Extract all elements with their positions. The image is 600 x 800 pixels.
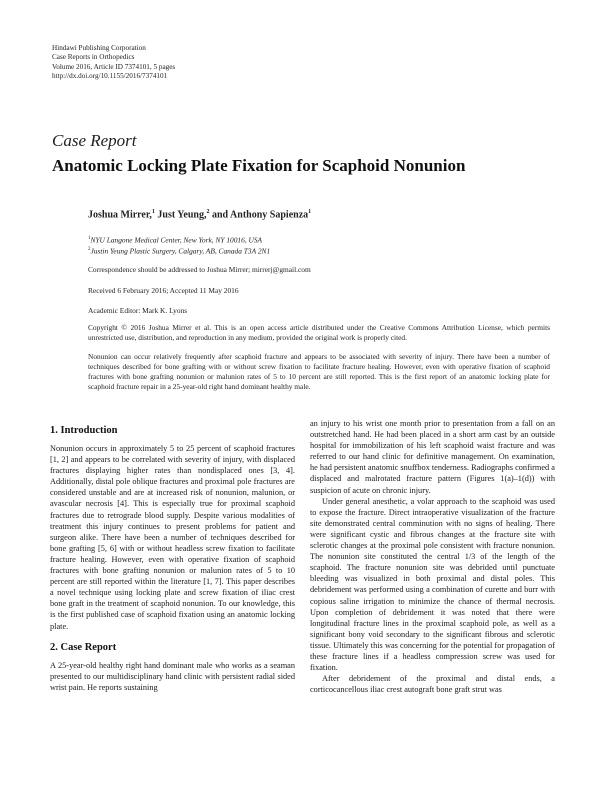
case-paragraph-graft: After debridement of the proximal and distal ends, a corticocancellous iliac crest autograft bone graft strut was (310, 674, 555, 695)
abstract: Nonunion can occur relatively frequently after scaphoid fracture and appears to be associated with severity of injury. There have been a number of techniques described for bone grafting with or without screw fixation to facilitate fracture healing. However, even with operative fixation of scaphoid fractures with bone grafting nonunion or malunion rates of 5 to 10 percent are still reported. This is the first report of an anatomic locking plate for scaphoid fracture repair in a 25-year-old right hand dominant healthy male. (88, 352, 550, 391)
case-paragraph-cont: an injury to his wrist one month prior to presentation from a fall on an outstretched hand. He had been placed in a short arm cast by an outside hospital for immobilization of his left scaphoid waist fracture and was referred to our hand clinic for definitive management. On examination, he had persistent anatomic snuffbox tenderness. Radiographs confirmed a displaced and malrotated fracture pattern (Figures 1(a)–1(d)) with suspicion of acute on chronic injury. (310, 419, 555, 495)
case-paragraph: A 25-year-old healthy right hand dominant male who works as a seaman presented to our multidisciplinary hand clinic with persistent radial sided wrist pain. He reports sustaining (50, 660, 295, 692)
intro-paragraph: Nonunion occurs in approximately 5 to 25 percent of scaphoid fractures [1, 2] and appears to be correlated with severity of injury, with displaced fractures displaying higher rates than nondisplaced ones [3, 4]. Additionally, distal pole oblique fractures and proximal pole fractures are considered unstable and are at increased risk of nonunion, malunion, or avascular necrosis [4]. This is especially true for proximal scaphoid fractures due to retrograde blood supply. Despite various modalities of treatment this injury continues to present problems for patient and surgeon alike. There have been a number of techniques described for bone grafting [5, 6] with or without headless screw fixation to facilitate fracture healing. However, even with operative fixation of scaphoid fractures with bone grafting nonunion or malunion rates of 5 to 10 percent are still reported within the literature [1, 7]. This paper describes a novel technique using locking plate and screw fixation of iliac crest bone graft in the treatment of scaphoid nonunion. To our knowledge, this is the first published case of scaphoid fixation using an anatomic locking plate. (50, 444, 295, 631)
section-heading-introduction: 1. Introduction (50, 425, 118, 436)
affiliations (88, 234, 550, 257)
author-name: Joshua Mirrer, (88, 209, 152, 221)
author-affil-sup: 1 (308, 209, 312, 215)
journal-meta (52, 44, 175, 82)
affiliation: $^1$NYU Langone Medical Center, New York, NY 10016, USA (88, 235, 263, 245)
author-affil-sup: 1 (151, 209, 155, 215)
correspondence: Correspondence should be addressed to Joshua Mirrer; mirrerj@gmail.com (88, 265, 311, 274)
publisher: Hindawi Publishing Corporation (52, 44, 146, 52)
section-heading-case-report: 2. Case Report (50, 641, 117, 653)
academic-editor: Academic Editor: Mark K. Lyons (88, 306, 188, 315)
doi-link[interactable]: http://dx.doi.org/10.1155/2016/7374101 (52, 72, 168, 81)
received-accepted-dates: Received 6 February 2016; Accepted 11 May 2016 (88, 286, 239, 295)
author-name: Just Yeung, (157, 209, 207, 221)
author-affil-sup: 2 (206, 209, 210, 215)
volume-line: Volume 2016, Article ID 7374101, 5 pages (52, 62, 176, 71)
article-type: Case Report (52, 131, 137, 150)
author-list (88, 207, 550, 220)
case-paragraph-surgery: Under general anesthetic, a volar approach to the scaphoid was used to expose the fracture. Direct intraoperative visualization of the fracture site demonstrated central comminution with no signs of healing. There were significant cystic and fibrous changes at the fracture site with sclerotic changes at the proximal pole consistent with fracture nonunion. The nonunion site constituted the central 1/3 of the length of the scaphoid. The fracture nonunion site was debrided until punctuate bleeding was visualized in both proximal and distal poles. This debridement was performed using a combination of curette and burr with copious saline irrigation to minimize the chance of thermal necrosis. Upon completion of debridement it was noted that there were longitudinal fracture lines in the proximal scaphoid pole, as well as a significant bony void secondary to the significant fibrous and sclerotic tissue. Ultimately this was concerning for the potential for propagation of these fracture lines if a headless compression screw was used for fixation. (310, 496, 555, 673)
left-column (50, 425, 295, 693)
copyright-notice: Copyright © 2016 Joshua Mirrer et al. This is an open access article distributed under the Creative Commons Attribution License, which permits unrestricted use, distribution, and reproduction in any medium, provided the original work is properly cited. (88, 323, 550, 342)
article-title: Anatomic Locking Plate Fixation for Scaphoid Nonunion (52, 156, 466, 175)
author-name: and Anthony Sapienza (211, 209, 309, 221)
journal-name: Case Reports in Orthopedics (52, 53, 135, 62)
affiliation: $^2$Justin Yeung Plastic Surgery, Calgary, AB, Canada T3A 2N1 (88, 246, 271, 256)
right-column (310, 418, 555, 695)
